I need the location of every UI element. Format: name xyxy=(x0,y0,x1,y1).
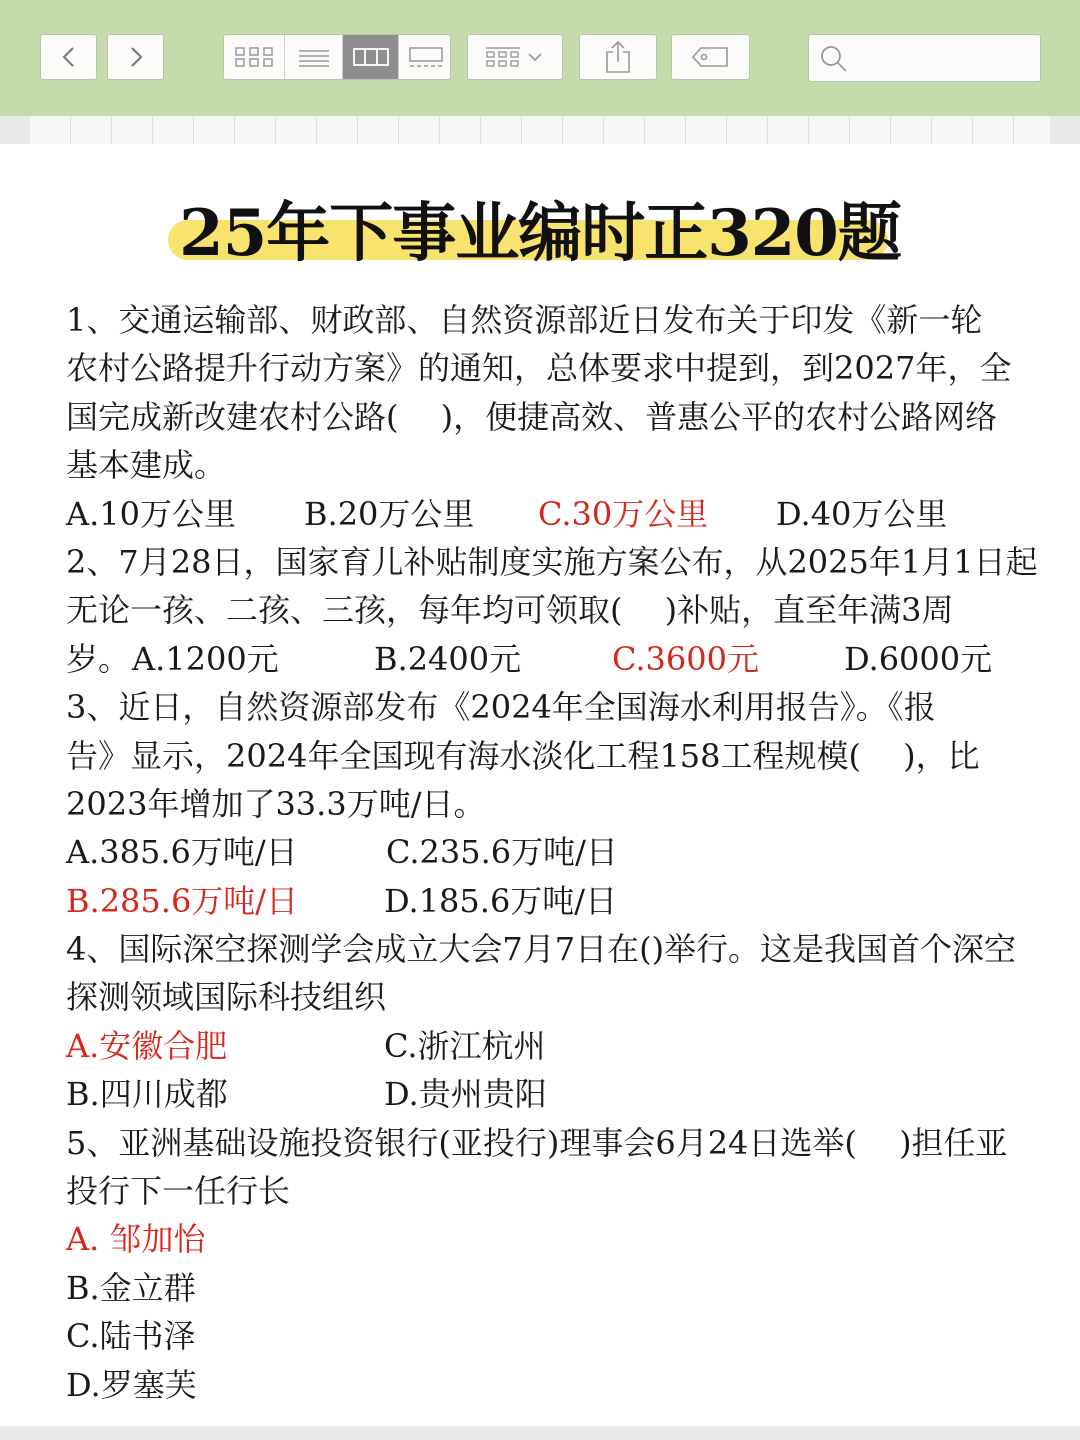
option-a: A.10万公里 xyxy=(66,494,237,533)
option-a-answer: A.安徽合肥 xyxy=(66,1026,228,1065)
option-d: D.40万公里 xyxy=(776,494,948,533)
column-view-icon xyxy=(352,45,390,69)
title-block xyxy=(0,178,1080,271)
option-c-answer: C.30万公里 xyxy=(538,494,709,533)
question-4-options-row-1 xyxy=(66,1022,1046,1070)
back-button[interactable] xyxy=(40,34,97,80)
view-mode-switcher xyxy=(223,34,451,80)
ruler-track xyxy=(30,116,1050,144)
ruler xyxy=(0,116,1080,144)
toolbar xyxy=(0,0,1080,116)
question-1-line: 农村公路提升行动方案》的通知，总体要求中提到，到2027年，全 xyxy=(66,349,1012,388)
question-1-options xyxy=(66,490,1046,538)
back-arrow-icon xyxy=(59,45,79,69)
option-a-answer: A. 邹加怡 xyxy=(66,1220,206,1259)
list-view-button[interactable] xyxy=(284,35,342,79)
grid-view-icon xyxy=(234,45,274,69)
question-4-line: 探测领域国际科技组织 xyxy=(66,978,387,1017)
option-b-answer: B.285.6万吨/日 xyxy=(66,881,299,920)
list-view-icon xyxy=(297,45,331,69)
option-a: A.1200元 xyxy=(132,639,279,678)
tag-button[interactable] xyxy=(671,34,750,80)
question-1-line: 国完成新改建农村公路( )，便捷高效、普惠公平的农村公路网络 xyxy=(66,397,998,436)
question-3-options-row-1 xyxy=(66,828,1046,876)
question-3-line: 告》显示，2024年全国现有海水淡化工程158工程规模( )，比 xyxy=(66,736,980,775)
group-menu-button[interactable] xyxy=(467,34,563,80)
option-d: D.罗塞芙 xyxy=(66,1365,197,1404)
question-list xyxy=(66,296,1046,1409)
forward-arrow-icon xyxy=(126,45,146,69)
option-d: D.贵州贵阳 xyxy=(384,1075,547,1114)
search-input[interactable] xyxy=(855,43,1035,75)
search-icon xyxy=(819,44,849,74)
question-3-line: 2023年增加了33.3万吨/日。 xyxy=(66,784,486,823)
chevron-down-icon xyxy=(524,45,546,69)
forward-button[interactable] xyxy=(107,34,164,80)
question-3-line: 3、近日，自然资源部发布《2024年全国海水利用报告》。《报 xyxy=(66,688,936,727)
option-b: B.20万公里 xyxy=(304,494,475,533)
grid-view-button[interactable] xyxy=(224,35,284,79)
share-icon xyxy=(604,40,632,74)
group-view-icon xyxy=(484,45,524,69)
tag-icon xyxy=(691,45,731,69)
option-c: C.陆书泽 xyxy=(66,1317,196,1356)
question-2-line: 无论一孩、二孩、三孩，每年均可领取( )补贴，直至年满3周 xyxy=(66,591,954,630)
bottom-strip xyxy=(0,1426,1080,1440)
option-b: B.2400元 xyxy=(374,639,522,678)
gallery-view-button[interactable] xyxy=(398,35,452,79)
option-a: A.385.6万吨/日 xyxy=(66,833,298,872)
question-1-line: 基本建成。 xyxy=(66,446,227,485)
gallery-view-icon xyxy=(407,45,445,69)
page-title: 25年下事业编时正320题 xyxy=(179,196,901,271)
question-1-line: 1、交通运输部、财政部、自然资源部近日发布关于印发《新一轮 xyxy=(66,301,983,339)
option-b: B.金立群 xyxy=(66,1268,196,1307)
option-d: D.6000元 xyxy=(844,639,993,678)
option-d: D.185.6万吨/日 xyxy=(384,881,618,920)
option-c: C.235.6万吨/日 xyxy=(386,833,618,872)
question-2-line-prefix: 岁。 xyxy=(66,639,131,678)
question-3-options-row-2 xyxy=(66,877,1046,925)
question-5-line: 5、亚洲基础设施投资银行(亚投行)理事会6月24日选举( )担任亚 xyxy=(66,1123,1008,1162)
question-4-options-row-2 xyxy=(66,1070,1046,1118)
search-field[interactable] xyxy=(808,34,1041,82)
question-2-options xyxy=(66,635,1046,683)
column-view-button[interactable] xyxy=(342,35,398,79)
question-2-line: 2、7月28日，国家育儿补贴制度实施方案公布，从2025年1月1日起 xyxy=(66,542,1038,581)
share-button[interactable] xyxy=(579,34,657,80)
option-b: B.四川成都 xyxy=(66,1075,228,1114)
question-5-line: 投行下一任行长 xyxy=(66,1172,291,1211)
question-4-line: 4、国际深空探测学会成立大会7月7日在()举行。这是我国首个深空 xyxy=(66,930,1017,969)
option-c: C.浙江杭州 xyxy=(384,1026,546,1065)
option-c-answer: C.3600元 xyxy=(612,639,759,678)
